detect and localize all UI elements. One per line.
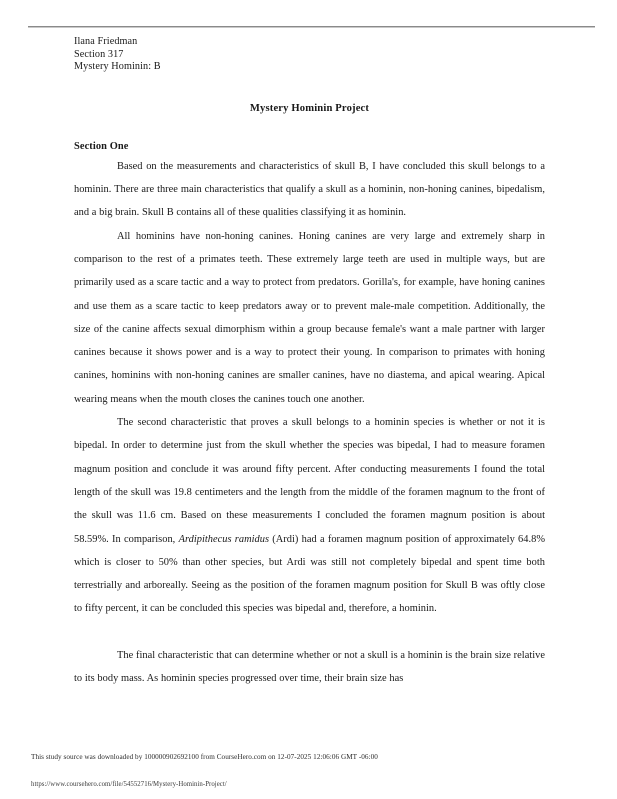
coursehero-download-note: This study source was downloaded by 100000902692100 from CourseHero.com on 12-07-2025 12:06:06 GMT -06:00 <box>31 753 378 761</box>
paragraph-bipedalism-text-before: The second characteristic that proves a skull belongs to a hominin species is whether or not it is bipedal. In order to determine just from the skull whether the species was bipedal, I had to measure foramen magnum position and conclude it was around fifty percent. After conducting measurements I found the total length of the skull was 19.8 centimeters and the length from the middle of the foramen magnum to the front of the skull was 11.6 cm. Based on these measurements I concluded the foramen magnum position is about 58.59%. In comparison, <box>74 417 545 545</box>
header-line-section: Section 317 <box>74 48 124 60</box>
species-name-ardipithecus-ramidus: Ardipithecus ramidus <box>178 533 270 545</box>
coursehero-source-url[interactable]: https://www.coursehero.com/file/54552716/Mystery-Hominin-Project/ <box>31 781 227 788</box>
paragraph-skull-b-conclusion: Based on the measurements and characteristics of skull B, I have concluded this skull belongs to a hominin. There are three main characteristics that qualify a skull as a hominin, non-honing canines, bipedalism, and a big brain. Skull B contains all of these qualities classifying it as hominin. <box>74 160 545 219</box>
document-title: Mystery Hominin Project <box>249 102 370 114</box>
paragraph-non-honing-canines: All hominins have non-honing canines. Honing canines are very large and extremely sharp in comparison to the rest of a primates teeth. These extremely large teeth are used in multiple ways, but are primarily used as a scare tactic and a way to protect from predators. Gorilla's, for example, have honing canines and use them as a scare tactic to keep predators away or to prevent male-male competition. Additionally, the size of the canine affects sexual dimorphism within a group because female's want a male partner with larger canines because it shows power and is a way to protect their young. In comparison to primates with honing canines, hominins with non-honing canines are smaller canines, have no diastema, and apical wearing. Apical wearing means when the mouth closes the canines touch one another. <box>74 230 545 405</box>
page-top-divider <box>28 26 595 28</box>
section-one-heading: Section One <box>74 140 129 152</box>
header-line-name: Ilana Friedman <box>74 36 138 47</box>
student-header-block <box>74 36 545 74</box>
paragraph-brain-size: The final characteristic that can determine whether or not a skull is a hominin is the brain size relative to its body mass. As hominin species progressed over time, their brain size has <box>74 649 545 685</box>
paragraph-bipedalism <box>74 411 545 621</box>
paragraph-bipedalism-text-after: (Ardi) had a foramen magnum position of approximately 64.8% which is closer to 50% than other species, but Ardi was still not completely bipedal and spent time both terrestrially and arboreally. Seeing as the position of the foramen magnum position for Skull B was oftly close to fifty percent, it can be concluded this species was bipedal and, therefore, a hominin. <box>74 533 545 615</box>
document-body <box>74 36 545 690</box>
header-line-subject: Mystery Hominin: B <box>74 61 161 73</box>
